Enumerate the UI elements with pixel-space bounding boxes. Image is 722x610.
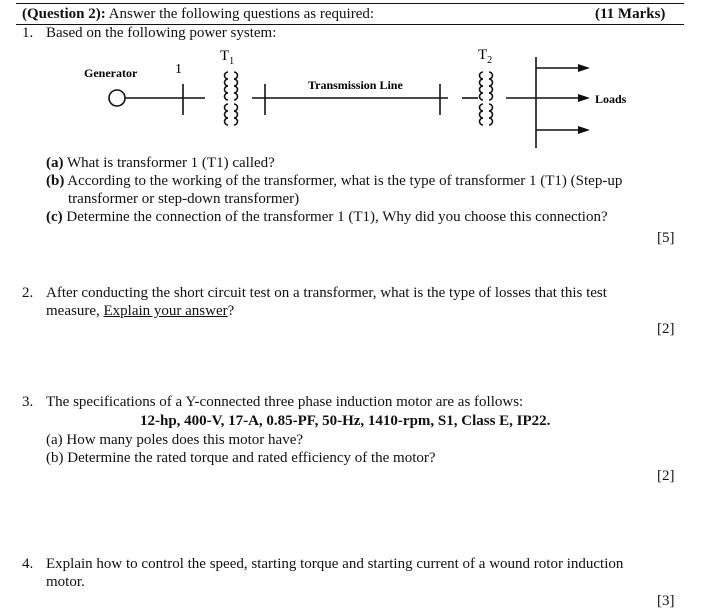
q4-number: 4.	[22, 556, 34, 572]
q1a-tag: (a)	[46, 155, 64, 171]
q3a: (a) How many poles does this motor have?	[46, 432, 304, 448]
transmission-line-label: Transmission Line	[308, 78, 403, 92]
q4-line1: Explain how to control the speed, starting torque and starting current of a wound rotor induction	[46, 556, 624, 572]
q1c-tag: (c)	[46, 209, 63, 225]
q2-explain-prompt: Explain your answer	[103, 303, 228, 319]
q2-text: measure,	[46, 303, 104, 319]
t2-secondary-winding	[489, 72, 493, 125]
q1b-line1	[46, 172, 622, 190]
t1-label: $T_1$	[220, 48, 235, 67]
load-arrow-2	[578, 94, 590, 102]
generator-symbol	[109, 90, 125, 106]
q1-marks: [5]	[657, 230, 675, 246]
bus-1-label: 1	[175, 62, 182, 77]
question-number: (Question 2):	[22, 6, 106, 22]
total-marks: (11 Marks)	[595, 6, 666, 22]
q1c	[46, 208, 608, 226]
t1-secondary-winding	[234, 72, 238, 125]
load-arrow-3	[578, 126, 590, 134]
q3-number: 3.	[22, 394, 34, 410]
q2-number: 2.	[22, 285, 34, 301]
q3-intro: The specifications of a Y-connected three phase induction motor are as follows:	[46, 394, 524, 410]
generator-label: Generator	[84, 66, 138, 80]
q4-marks: [3]	[657, 593, 675, 609]
load-arrow-1	[578, 64, 590, 72]
q1b-tag: (b)	[46, 173, 65, 189]
q1c-text: Determine the connection of the transformer 1 (T1), Why did you choose this connection?	[62, 209, 608, 225]
q4-line2: motor.	[46, 574, 85, 590]
q1-intro: Based on the following power system:	[46, 25, 277, 41]
q3-marks: [2]	[657, 468, 675, 484]
power-system-diagram	[0, 40, 722, 156]
q2-marks: [2]	[657, 321, 675, 337]
top-rule	[16, 3, 684, 4]
q2-line2	[46, 302, 234, 320]
q3-specs: 12-hp, 400-V, 17-A, 0.85-PF, 50-Hz, 1410-rpm, S1, Class E, IP22.	[140, 413, 551, 429]
q1b-text: According to the working of the transformer, what is the type of transformer 1 (T1) (Step-up	[64, 173, 623, 189]
question-heading	[22, 5, 374, 23]
question-instruction: Answer the following questions as required:	[105, 6, 375, 22]
q1b-line2: transformer or step-down transformer)	[68, 191, 300, 207]
t2-primary-winding	[480, 72, 484, 125]
q1a	[46, 154, 275, 172]
q2-question-mark: ?	[227, 303, 235, 319]
q1a-text: What is transformer 1 (T1) called?	[63, 155, 275, 171]
t2-label: $T_2$	[478, 47, 493, 66]
q3b: (b) Determine the rated torque and rated efficiency of the motor?	[46, 450, 436, 466]
t1-primary-winding	[225, 72, 228, 125]
q1-number: 1.	[22, 25, 34, 41]
q2-line1: After conducting the short circuit test on a transformer, what is the type of losses that this test	[46, 285, 607, 301]
loads-label: Loads	[595, 92, 627, 106]
